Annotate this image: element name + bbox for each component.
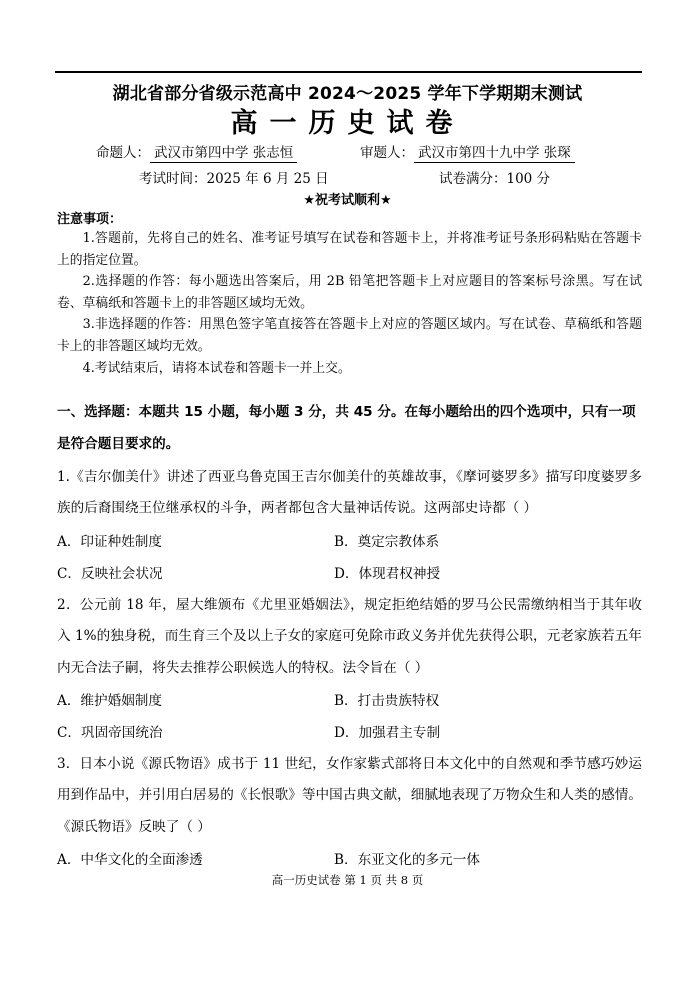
question-3-stem: 3．日本小说《源氏物语》成书于 11 世纪，女作家紫式部将日本文化中的自然观和季节感巧妙运用到作品中，并引用白居易的《长恨歌》等中国古典文献，细腻地表现了万物众生和人类的感情。《源氏物语》反映了（ ）	[57, 756, 642, 835]
note-item: 4.考试结束后，请将本试卷和答题卡一并上交。	[82, 360, 351, 376]
proposer-value: 武汉市第四中学 张志恒	[150, 145, 297, 163]
section-heading: 一、选择题：本题共 15 小题，每小题 3 分，共 45 分。在每小题给出的四个选项中，只有一项是符合题目要求的。	[57, 404, 636, 452]
proposer-line	[96, 141, 297, 161]
notes-list	[57, 228, 642, 379]
exam-title: 高一历史试卷	[230, 108, 465, 139]
reviewer-value: 武汉市第四十九中学 张琛	[414, 145, 575, 163]
notes-heading: 注意事项：	[57, 212, 123, 227]
q3-option-a: A．中华文化的全面渗透	[57, 852, 203, 868]
question-1-stem: 1.《吉尔伽美什》讲述了西亚乌鲁克国王吉尔伽美什的英雄故事，《摩诃婆罗多》描写印度婆罗多族的后裔围绕王位继承权的斗争，两者都包含大量神话传说。这两部史诗都（ ）	[57, 469, 642, 517]
q2-option-d: D．加强君主专制	[334, 725, 441, 741]
full-score: 试卷满分：100 分	[439, 171, 551, 187]
note-item: 2.选择题的作答：每小题选出答案后，用 2B 铅笔把答题卡上对应题目的答案标号涂黑。写在试卷、草稿纸和答题卡上的非答题区域均无效。	[57, 274, 642, 311]
proposer-label: 命题人：	[96, 145, 150, 161]
q1-option-c: C．反映社会状况	[57, 566, 163, 582]
q2-option-b: B．打击贵族特权	[334, 693, 440, 709]
reviewer-line	[360, 141, 575, 161]
header-title: 湖北省部分省级示范高中 2024～2025 学年下学期期末测试	[112, 84, 583, 104]
q3-option-b: B．东亚文化的多元一体	[334, 852, 480, 868]
good-luck-banner: ★祝考试顺利★	[303, 193, 392, 208]
exam-time: 考试时间：2025 年 6 月 25 日	[139, 171, 329, 187]
q1-option-d: D．体现君权神授	[334, 566, 441, 582]
question-2-stem: 2．公元前 18 年，屋大维颁布《尤里亚婚姻法》，规定拒绝结婚的罗马公民需缴纳相当于其年收入 1%的独身税，而生育三个及以上子女的家庭可免除市政义务并优先获得公职，元老家族若五年内无合法子嗣，将失去推荐公职候选人的特权。法令旨在（ ）	[57, 597, 642, 676]
page-footer: 高一历史试卷 第 1 页 共 8 页	[271, 873, 424, 887]
reviewer-label: 审题人：	[360, 145, 414, 161]
q2-option-a: A．维护婚姻制度	[57, 693, 162, 709]
q1-option-a: A．印证种姓制度	[57, 534, 162, 550]
header-rule	[55, 71, 642, 73]
q2-option-c: C．巩固帝国统治	[57, 725, 163, 741]
note-item: 1.答题前，先将自己的姓名、准考证号填写在试卷和答题卡上，并将准考证号条形码粘贴在答题卡上的指定位置。	[57, 231, 642, 268]
q1-option-b: B．奠定宗教体系	[334, 534, 440, 550]
note-item: 3.非选择题的作答：用黑色签字笔直接答在答题卡上对应的答题区域内。写在试卷、草稿纸和答题卡上的非答题区域均无效。	[57, 317, 642, 354]
